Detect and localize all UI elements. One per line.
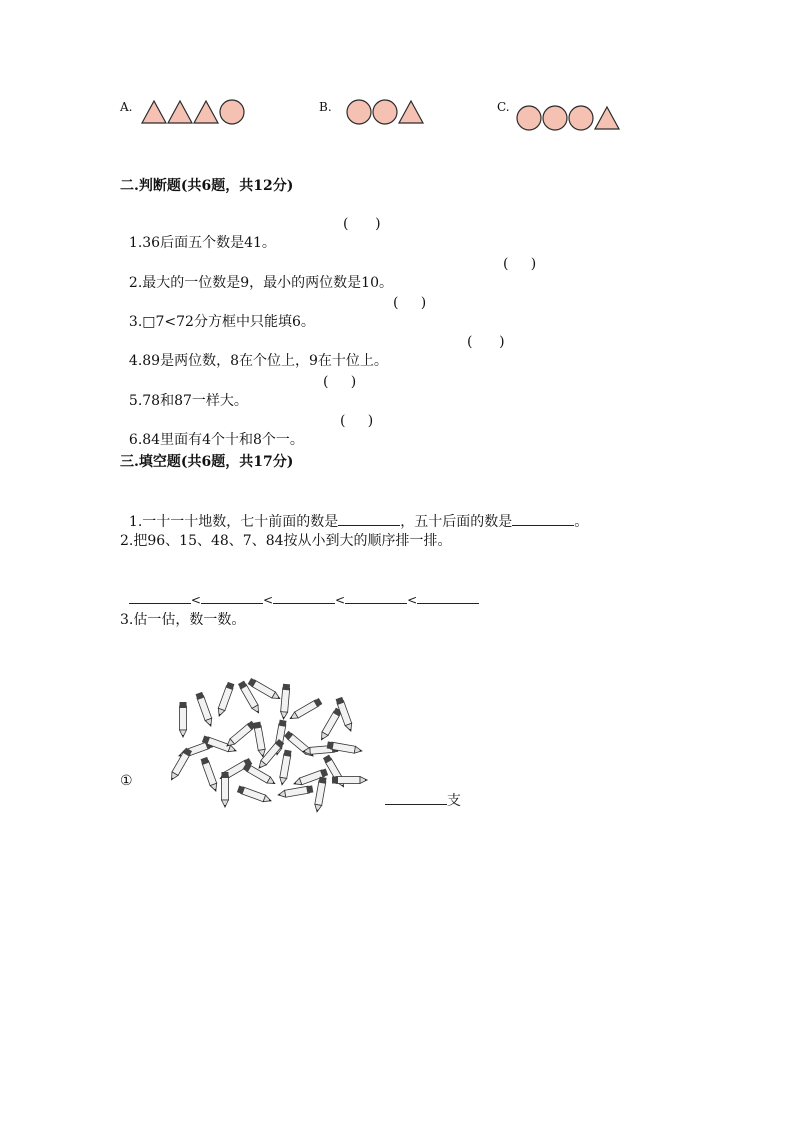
- pencil-icon: [168, 748, 192, 783]
- circle-shape: [220, 100, 244, 124]
- triangle-shape: [168, 101, 192, 123]
- option-label-b: B.: [319, 100, 332, 114]
- judge-item-text: 4.89是两位数，8在个位上，9在十位上。: [128, 353, 388, 369]
- fill-heading: 三.填空题(共6题，共17分): [120, 454, 294, 470]
- judge-heading: 二.判断题(共6题，共12分): [120, 178, 294, 194]
- circle-shape: [373, 100, 397, 124]
- answer-blank-1[interactable]: [338, 511, 400, 526]
- less-than-sign: <: [407, 593, 418, 607]
- option-label-c: C.: [497, 100, 510, 114]
- order-blank-4[interactable]: [345, 589, 407, 604]
- pencil-icon: [201, 757, 220, 793]
- judge-item-1: [120, 216, 276, 252]
- judge-answer-paren-2[interactable]: ( ): [503, 256, 537, 272]
- judge-item-5: [120, 374, 248, 410]
- judge-item-3: [120, 295, 315, 331]
- circled-number-marker: ①: [120, 773, 133, 789]
- triangle-shape: [194, 101, 218, 123]
- pencil-icon: [196, 692, 215, 728]
- fill-q1-part1: 1.一十一十地数，七十前面的数是: [128, 514, 339, 530]
- judge-answer-paren-5[interactable]: ( ): [323, 374, 357, 390]
- order-blank-5[interactable]: [417, 589, 479, 604]
- judge-answer-paren-3[interactable]: ( ): [393, 295, 427, 311]
- pencil-icon: [318, 708, 342, 743]
- order-blank-2[interactable]: [201, 589, 263, 604]
- triangle-shape: [595, 107, 619, 129]
- shape-options-row: [0, 90, 794, 140]
- pencil-icon: [216, 682, 235, 718]
- pencil-icon: [224, 721, 256, 750]
- fill-question-1: [120, 493, 588, 531]
- order-blank-3[interactable]: [273, 589, 335, 604]
- fill-q1-part2: ，五十后面的数是: [400, 514, 513, 530]
- pencil-icon: [332, 777, 368, 784]
- judge-item-text: 2.最大的一位数是9，最小的两位数是10。: [128, 275, 393, 291]
- less-than-sign: <: [190, 593, 201, 607]
- less-than-sign: <: [262, 593, 274, 607]
- judge-answer-paren-4[interactable]: ( ): [467, 334, 505, 350]
- pencil-icon: [278, 750, 291, 787]
- pencils-pile-icon: [165, 680, 370, 810]
- less-than-sign: <: [335, 593, 346, 607]
- fill-q1-part3: 。: [574, 514, 589, 530]
- order-blank-1[interactable]: [129, 589, 191, 604]
- circle-shape: [347, 100, 371, 124]
- judge-item-text: 6.84里面有4个十和8个一。: [128, 432, 304, 448]
- judge-answer-paren-1[interactable]: ( ): [343, 216, 381, 232]
- pencil-icon: [237, 786, 273, 805]
- judge-item-text: 5.78和87一样大。: [128, 393, 248, 409]
- pencil-icon: [288, 698, 323, 722]
- judge-item-text: 3.□7<72分方框中只能填6。: [128, 314, 315, 330]
- judge-item-4: [120, 334, 388, 370]
- fill-question-3: 3.估一估，数一数。: [120, 612, 246, 628]
- option-a-shapes: [140, 98, 250, 128]
- pencil-icon: [253, 722, 266, 759]
- option-label-a: A.: [120, 100, 133, 114]
- fill-question-2: 2.把96、15、48、7、84按从小到大的顺序排一排。: [120, 533, 452, 549]
- judge-item-6: [120, 413, 304, 449]
- answer-blank-2[interactable]: [512, 511, 574, 526]
- pencil-icon: [180, 702, 187, 738]
- option-c-shapes: [515, 104, 630, 134]
- judge-item-2: [120, 256, 393, 292]
- judge-item-text: 1.36后面五个数是41。: [128, 235, 276, 251]
- circle-shape: [543, 106, 567, 130]
- pencil-icon: [280, 684, 290, 720]
- answer-blank-count[interactable]: [385, 790, 447, 805]
- pencil-icon: [222, 772, 229, 808]
- pencil-icon: [313, 777, 326, 814]
- option-b-shapes: [345, 98, 435, 128]
- triangle-shape: [399, 101, 423, 123]
- circle-shape: [569, 106, 593, 130]
- ordering-row: [120, 571, 479, 609]
- circle-shape: [517, 106, 541, 130]
- pencil-count-answer: [376, 772, 461, 810]
- triangle-shape: [142, 101, 166, 123]
- pencil-icon: [277, 785, 314, 798]
- judge-answer-paren-6[interactable]: ( ): [340, 413, 374, 429]
- unit-label: 支: [446, 793, 461, 809]
